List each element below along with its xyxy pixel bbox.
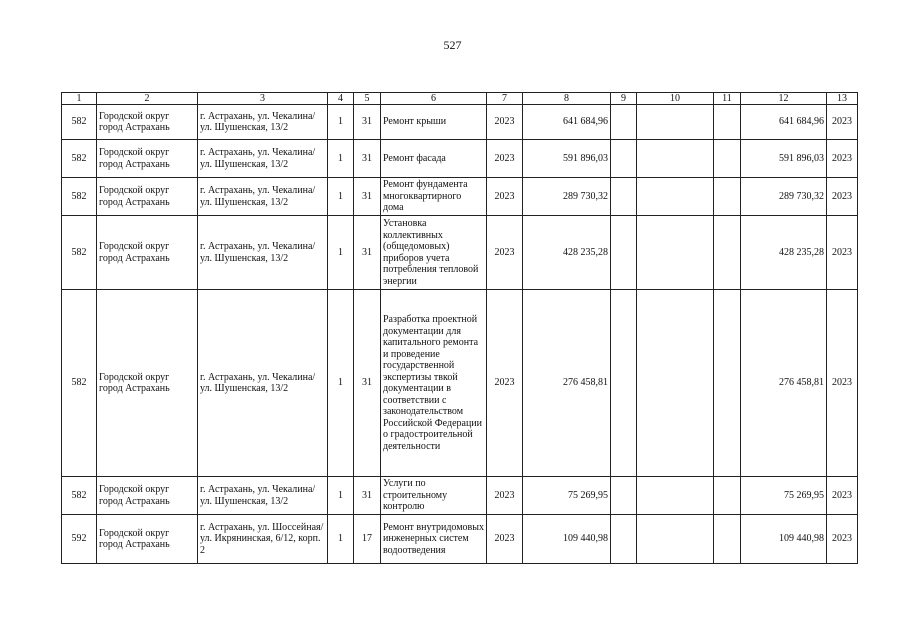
end-year: 2023 (827, 105, 858, 140)
row-number: 582 (62, 140, 97, 178)
table-row (62, 290, 858, 477)
col5-value: 31 (354, 140, 381, 178)
municipality: Городской округ город Астрахань (97, 216, 198, 290)
col5-value: 17 (354, 515, 381, 564)
cost: 641 684,96 (523, 105, 611, 140)
col10-value (637, 216, 714, 290)
municipality: Городской округ город Астрахань (97, 140, 198, 178)
col10-value (637, 178, 714, 216)
column-number: 3 (198, 93, 328, 105)
page-number: 527 (443, 38, 462, 52)
work-type: Ремонт крыши (381, 105, 487, 140)
col11-value (714, 290, 741, 477)
year: 2023 (487, 105, 523, 140)
work-type: Разработка проектной документации для капитального ремонта и проведение государственной экспертизы твкой документации в соответствии с законодательством Российской Федерации о градостроительной деятельности (381, 290, 487, 477)
total: 428 235,28 (741, 216, 827, 290)
table-row (62, 105, 858, 140)
col4-value: 1 (328, 216, 354, 290)
column-number: 8 (523, 93, 611, 105)
col11-value (714, 477, 741, 515)
end-year: 2023 (827, 216, 858, 290)
work-type: Ремонт фасада (381, 140, 487, 178)
col5-value: 31 (354, 290, 381, 477)
col11-value (714, 216, 741, 290)
municipality: Городской округ город Астрахань (97, 515, 198, 564)
cost: 75 269,95 (523, 477, 611, 515)
row-number: 582 (62, 105, 97, 140)
year: 2023 (487, 178, 523, 216)
column-number: 1 (62, 93, 97, 105)
col9-value (611, 178, 637, 216)
work-type: Ремонт внутридомовых инженерных систем водоотведения (381, 515, 487, 564)
year: 2023 (487, 477, 523, 515)
table-row (62, 216, 858, 290)
column-number: 6 (381, 93, 487, 105)
address: г. Астрахань, ул. Шоссейная/ ул. Икрянинская, 6/12, корп. 2 (198, 515, 328, 564)
column-number: 7 (487, 93, 523, 105)
end-year: 2023 (827, 178, 858, 216)
col5-value: 31 (354, 178, 381, 216)
col10-value (637, 515, 714, 564)
column-number: 9 (611, 93, 637, 105)
col4-value: 1 (328, 178, 354, 216)
address: г. Астрахань, ул. Чекалина/ ул. Шушенская, 13/2 (198, 178, 328, 216)
col4-value: 1 (328, 515, 354, 564)
column-number: 12 (741, 93, 827, 105)
year: 2023 (487, 290, 523, 477)
col11-value (714, 140, 741, 178)
row-number: 582 (62, 216, 97, 290)
end-year: 2023 (827, 140, 858, 178)
cost: 109 440,98 (523, 515, 611, 564)
col9-value (611, 477, 637, 515)
address: г. Астрахань, ул. Чекалина/ ул. Шушенская, 13/2 (198, 477, 328, 515)
col9-value (611, 140, 637, 178)
end-year: 2023 (827, 515, 858, 564)
year: 2023 (487, 515, 523, 564)
col10-value (637, 477, 714, 515)
col5-value: 31 (354, 477, 381, 515)
col9-value (611, 515, 637, 564)
total: 276 458,81 (741, 290, 827, 477)
column-number: 5 (354, 93, 381, 105)
col4-value: 1 (328, 477, 354, 515)
table-row (62, 178, 858, 216)
row-number: 592 (62, 515, 97, 564)
total: 641 684,96 (741, 105, 827, 140)
end-year: 2023 (827, 290, 858, 477)
work-type: Услуги по строительному контролю (381, 477, 487, 515)
column-number: 13 (827, 93, 858, 105)
table-row (62, 477, 858, 515)
col9-value (611, 290, 637, 477)
column-number: 2 (97, 93, 198, 105)
end-year: 2023 (827, 477, 858, 515)
municipality: Городской округ город Астрахань (97, 105, 198, 140)
year: 2023 (487, 216, 523, 290)
municipality: Городской округ город Астрахань (97, 290, 198, 477)
cost: 591 896,03 (523, 140, 611, 178)
total: 75 269,95 (741, 477, 827, 515)
municipality: Городской округ город Астрахань (97, 178, 198, 216)
col9-value (611, 216, 637, 290)
col4-value: 1 (328, 105, 354, 140)
work-type: Установка коллективных (общедомовых) приборов учета потребления тепловой энергии (381, 216, 487, 290)
capital-repair-table (61, 92, 858, 564)
municipality: Городской округ город Астрахань (97, 477, 198, 515)
row-number: 582 (62, 178, 97, 216)
address: г. Астрахань, ул. Чекалина/ ул. Шушенская, 13/2 (198, 216, 328, 290)
col11-value (714, 178, 741, 216)
address: г. Астрахань, ул. Чекалина/ ул. Шушенская, 13/2 (198, 105, 328, 140)
work-type: Ремонт фундамента многоквартирного дома (381, 178, 487, 216)
row-number: 582 (62, 477, 97, 515)
col5-value: 31 (354, 216, 381, 290)
column-number: 10 (637, 93, 714, 105)
col5-value: 31 (354, 105, 381, 140)
col11-value (714, 105, 741, 140)
col10-value (637, 140, 714, 178)
row-number: 582 (62, 290, 97, 477)
cost: 428 235,28 (523, 216, 611, 290)
column-number-row (62, 93, 858, 105)
column-number: 11 (714, 93, 741, 105)
col4-value: 1 (328, 140, 354, 178)
table-row (62, 140, 858, 178)
address: г. Астрахань, ул. Чекалина/ ул. Шушенская, 13/2 (198, 290, 328, 477)
col10-value (637, 105, 714, 140)
cost: 289 730,32 (523, 178, 611, 216)
col10-value (637, 290, 714, 477)
total: 109 440,98 (741, 515, 827, 564)
col9-value (611, 105, 637, 140)
table-row (62, 515, 858, 564)
total: 289 730,32 (741, 178, 827, 216)
total: 591 896,03 (741, 140, 827, 178)
year: 2023 (487, 140, 523, 178)
col11-value (714, 515, 741, 564)
address: г. Астрахань, ул. Чекалина/ ул. Шушенская, 13/2 (198, 140, 328, 178)
col4-value: 1 (328, 290, 354, 477)
cost: 276 458,81 (523, 290, 611, 477)
column-number: 4 (328, 93, 354, 105)
